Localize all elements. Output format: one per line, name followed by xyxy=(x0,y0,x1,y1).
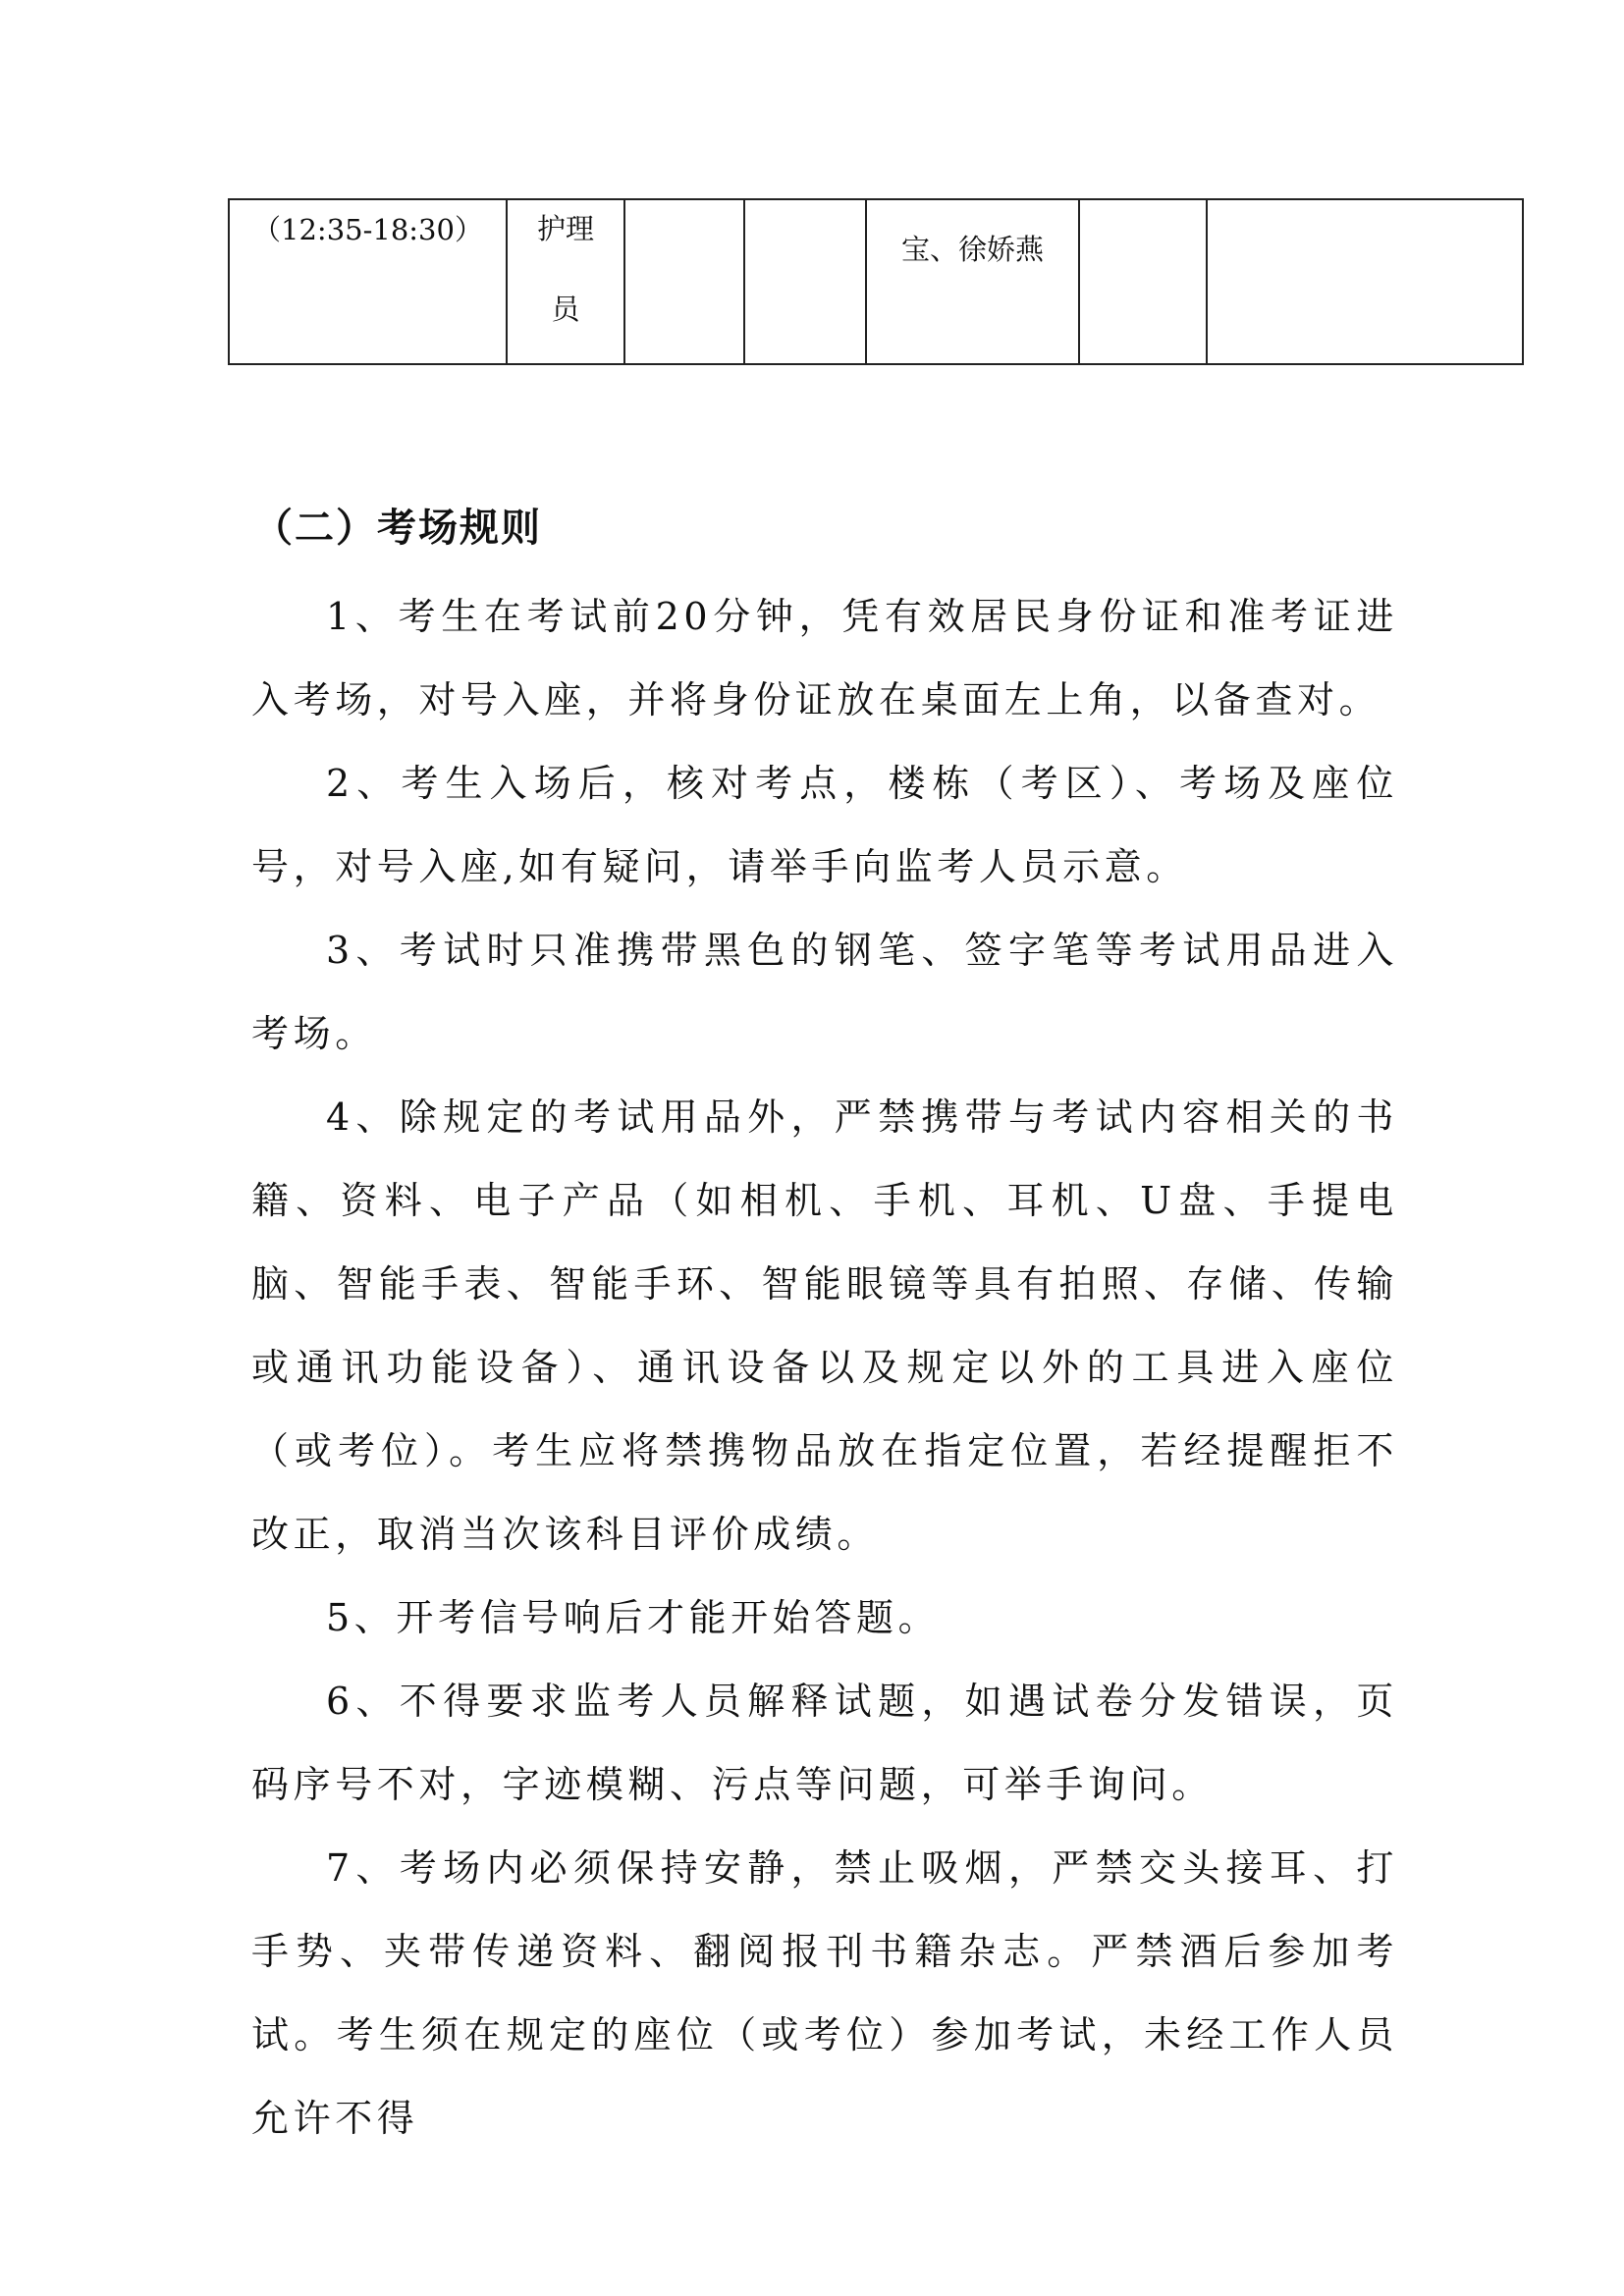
rule-paragraph-1: 1、考生在考试前20分钟，凭有效居民身份证和准考证进入考场，对号入座，并将身份证放在桌面左上角，以备查对。 xyxy=(251,595,1398,721)
rules-body xyxy=(251,575,1398,2161)
empty-cell-4 xyxy=(744,199,866,364)
empty-cell-3 xyxy=(624,199,744,364)
rule-paragraph-5: 5、开考信号响后才能开始答题。 xyxy=(326,1596,941,1639)
section-heading: （二）考场规则 xyxy=(253,506,542,551)
schedule-table-fragment xyxy=(228,198,1524,365)
table-row xyxy=(229,199,1523,364)
time-cell: （12:35-18:30） xyxy=(229,199,507,364)
rule-paragraph-3: 3、考试时只准携带黑色的钢笔、签字笔等考试用品进入考场。 xyxy=(251,929,1398,1055)
empty-cell-7 xyxy=(1207,199,1523,364)
rule-paragraph-4: 4、除规定的考试用品外，严禁携带与考试内容相关的书籍、资料、电子产品（如相机、手机、耳机、U盘、手提电脑、智能手表、智能手环、智能眼镜等具有拍照、存储、传输或通讯功能设备）、通讯设备以及规定以外的工具进入座位（或考位）。考生应将禁携物品放在指定位置，若经提醒拒不改正，取消当次该科目评价成绩。 xyxy=(251,1095,1398,1556)
rule-paragraph-6: 6、不得要求监考人员解释试题，如遇试卷分发错误，页码序号不对，字迹模糊、污点等问题，可举手询问。 xyxy=(251,1680,1398,1806)
empty-cell-6 xyxy=(1079,199,1207,364)
rule-paragraph-7: 7、考场内必须保持安静，禁止吸烟，严禁交头接耳、打手势、夹带传递资料、翻阅报刊书籍杂志。严禁酒后参加考试。考生须在规定的座位（或考位）参加考试，未经工作人员允许不得 xyxy=(251,1846,1398,2140)
role-line-2: 员 xyxy=(551,293,580,326)
role-line-1: 护理 xyxy=(536,212,594,245)
rule-paragraph-2: 2、考生入场后，核对考点，楼栋（考区）、考场及座位号，对号入座,如有疑问，请举手向监考人员示意。 xyxy=(251,762,1398,888)
names-cell: 宝、徐娇燕 xyxy=(866,199,1079,364)
role-cell xyxy=(507,199,624,364)
